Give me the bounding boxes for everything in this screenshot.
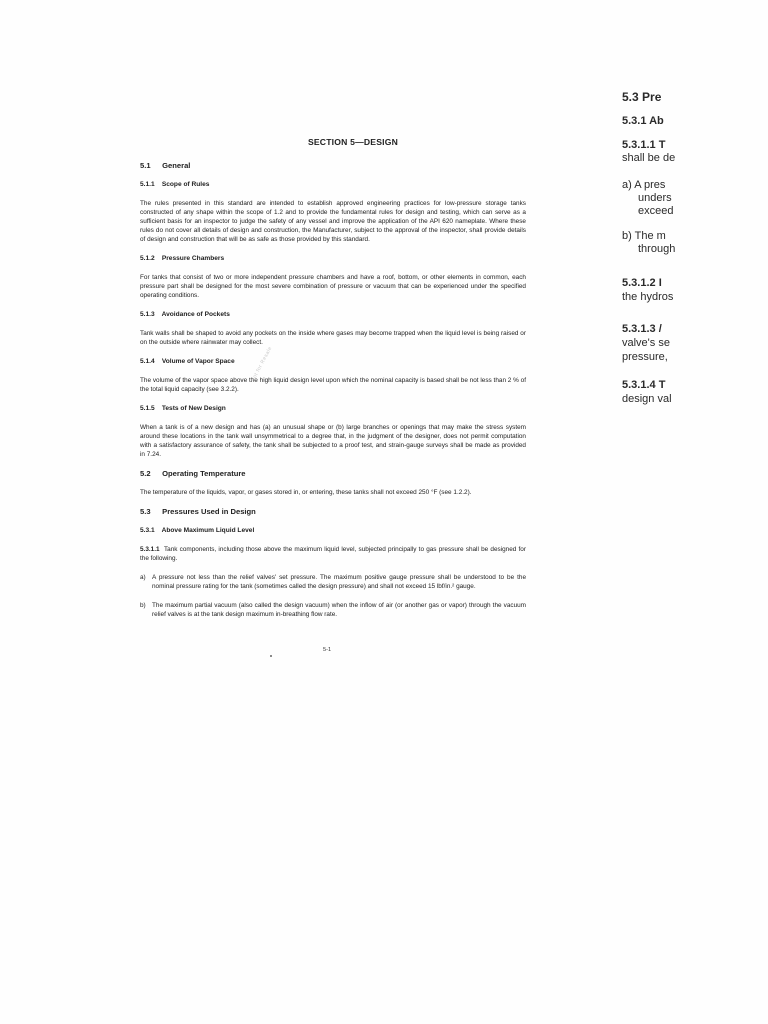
paragraph-vapor-space: The volume of the vapor space above the high liquid design level upon which the nominal capacity is based shall be not less than 2 % of the total liquid capacity (see 3.2.2). [140,377,526,393]
list-marker: a) [140,574,146,581]
zoom-line [622,276,662,290]
zoom-line: 5.3.1 Ab [622,115,664,127]
page-number: 5-1 [323,647,332,653]
zoomed-page-fragment [622,90,768,430]
scan-speck [270,655,272,657]
heading-text: Scope of Rules [161,181,210,188]
paragraph-text: Tank components, including those above the maximum liquid level, subjected principally to gas pressure shall be designed for the following. [140,546,526,562]
zoom-line [622,138,665,152]
list-text: A pressure not less than the relief valves' set pressure. The maximum positive gauge pressure shall be understood to be the nominal pressure rating for the tank (sometimes called the design pressure) and shall not exceed 15 lbf/in.² gauge. [152,574,526,590]
list-item-b [140,601,526,619]
heading-5-3-1 [140,526,526,535]
heading-5-1-4 [140,357,526,366]
heading-number: 5.1.4 [140,358,155,365]
paragraph-operating-temperature: The temperature of the liquids, vapor, or gases stored in, or entering, these tanks shall not exceed 250 °F (see 1.2.2). [140,489,472,496]
list-text: The maximum partial vacuum (also called the design vacuum) when the inflow of air (or another gas or vapor) through the vacuum relief valves is at the tank design maximum in-breathing flow rate. [152,602,526,618]
paragraph-scope-of-rules: The rules presented in this standard are intended to establish approved engineering practices for low-pressure storage tanks constructed of any shape within the scope of 1.2 and to provide the fundamental rules for design and testing, which can serve as a sufficient basis for an inspector to judge the safety of any vessel and improve the application of the API 620 nameplate. Where these rules do not cover all details of design and construction, the Manufacturer, subject to the approval of the inspector, shall provide details of design and construction that will be as safe as those provided by this standard. [140,200,526,243]
zoom-line: valve's se [622,337,670,349]
zoom-line-text: 5.3.1.4 T [622,379,666,391]
heading-text: Above Maximum Liquid Level [161,527,255,534]
heading-number: 5.1.1 [140,181,155,188]
heading-text: Tests of New Design [161,405,226,412]
heading-number: 5.3.1 [140,527,155,534]
heading-5-1-5 [140,404,526,413]
zoom-line [622,378,665,392]
paragraph-lead-number: 5.3.1.1 [140,546,160,553]
zoom-line: 5.3 Pre [622,90,662,104]
paragraph-avoidance-of-pockets: Tank walls shall be shaped to avoid any pockets on the inside where gases may become trapped when the liquid level is being raised or on the outside where rainwater may collect. [140,330,526,346]
zoom-line: b) The m [622,230,666,242]
heading-text: Pressure Chambers [161,255,225,262]
zoom-line: unders [638,192,672,204]
watermark: Not for Resale [250,345,274,383]
list-marker: b) [140,602,146,609]
heading-number: 5.1.3 [140,311,155,318]
zoom-line: pressure, [622,351,668,363]
list-item-a [140,573,526,591]
heading-number: 5.1 [140,161,151,170]
heading-text: Avoidance of Pockets [161,311,230,318]
zoom-line-text: 5.3.1.2 I [622,277,662,289]
heading-5-1-2 [140,254,526,263]
heading-number: 5.3 [140,507,151,516]
heading-5-1-3 [140,310,526,319]
zoom-line: shall be de [622,152,676,164]
heading-5-3 [140,507,526,516]
paragraph-pressure-chambers: For tanks that consist of two or more independent pressure chambers and have a roof, bottom, or other elements in common, each pressure part shall be designed for the most severe combination of pressure or vacuum that can be experienced under the specified operating conditions. [140,274,526,299]
zoom-line [622,322,662,336]
heading-text: General [162,161,191,170]
zoom-line-text: 5.3.1.3 / [622,323,662,335]
zoom-line: design val [622,393,672,405]
zoom-line: through [638,243,676,255]
heading-text: Pressures Used in Design [162,507,256,516]
paragraph-tests-of-new-design: When a tank is of a new design and has (a) an unusual shape or (b) large branches or openings that may make the stress system around these locations in the tank wall unsymmetrical to a degree that, in the judgment of the designer, does not permit computation with a satisfactory assurance of safety, the tank shall be subjected to a proof test, and strain-gauge surveys shall be made as provided in 7.24. [140,424,526,458]
zoom-line: a) A pres [622,179,666,191]
zoom-line: the hydros [622,291,674,303]
heading-text: Operating Temperature [162,469,246,478]
heading-5-2 [140,469,526,478]
heading-number: 5.1.2 [140,255,155,262]
heading-number: 5.2 [140,469,151,478]
document-main-column [140,138,526,629]
paragraph-5-3-1-1 [140,545,526,563]
heading-5-1-1 [140,180,526,189]
heading-5-1 [140,161,526,170]
heading-number: 5.1.5 [140,405,155,412]
section-title: SECTION 5—DESIGN [307,137,399,147]
zoom-line-text: 5.3.1.1 T [622,139,666,151]
heading-text: Volume of Vapor Space [161,358,235,365]
zoom-line: exceed [638,205,674,217]
